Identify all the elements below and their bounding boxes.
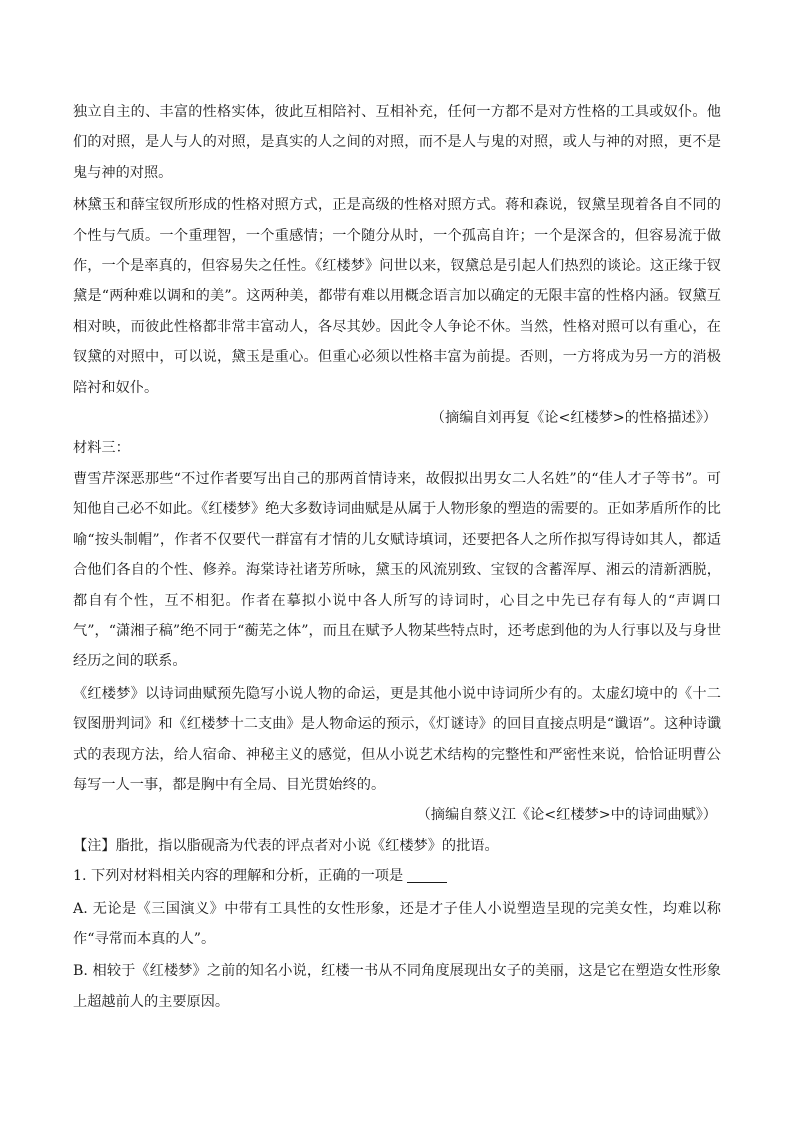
question-1-text: 1. 下列对材料相关内容的理解和分析，正确的一项是 [73, 868, 404, 885]
answer-blank [407, 868, 447, 883]
paragraph-1: 独立自主的、丰富的性格实体，彼此互相陪衬、互相补充，任何一方都不是对方性格的工具或奴仆。他们的对照，是人与人的对照，是真实的人之间的对照，而不是人与鬼的对照，或人与神的对照，更不是鬼与神的对照。 [73, 104, 721, 181]
option-a: A. 无论是《三国演义》中带有工具性的女性形象，还是才子佳人小说塑造呈现的完美女性，均难以称作“寻常而本真的人”。 [73, 900, 721, 947]
citation-material-2: （摘编自刘再复《论<红楼梦>的性格描述》） [430, 410, 717, 427]
note: 【注】脂批，指以脂砚斋为代表的评点者对小说《红楼梦》的批语。 [73, 837, 499, 854]
question-1 [73, 861, 721, 891]
material-3-heading: 材料三： [73, 440, 130, 457]
paragraph-2: 林黛玉和薛宝钗所形成的性格对照方式，正是高级的性格对照方式。蒋和森说，钗黛呈现着各自不同的个性与气质。一个重理智，一个重感情；一个随分从时，一个孤高自许；一个是深含的，但容易流于做作，一个是率真的，但容易失之任性。《红楼梦》问世以来，钗黛总是引起人们热烈的谈论。这正缘于钗黛是“两种难以调和的美”。这两种美，都带有难以用概念语言加以确定的无限丰富的性格内涵。钗黛互相对映，而彼此性格都非常丰富动人，各尽其妙。因此令人争论不休。当然，性格对照可以有重心，在钗黛的对照中，可以说，黛玉是重心。但重心必须以性格丰富为前提。否则，一方将成为另一方的消极陪衬和奴仆。 [73, 197, 721, 396]
citation-material-3: （摘编自蔡义江《论<红楼梦>中的诗词曲赋》） [416, 807, 717, 824]
paragraph-4: 《红楼梦》以诗词曲赋预先隐写小说人物的命运，更是其他小说中诗词所少有的。太虚幻境中的《十二钗图册判词》和《红楼梦十二支曲》是人物命运的预示，《灯谜诗》的回目直接点明是“谶语”。这种诗谶式的表现方法，给人宿命、神秘主义的感觉，但从小说艺术结构的完整性和严密性来说，恰恰证明曹公每写一人一事，都是胸中有全局、目光贯始终的。 [73, 685, 721, 793]
document-body [73, 97, 721, 1017]
option-b: B. 相较于《红楼梦》之前的知名小说，红楼一书从不同角度展现出女子的美丽，这是它在塑造女性形象上超越前人的主要原因。 [73, 963, 721, 1010]
paragraph-3: 曹雪芹深恶那些“不过作者要写出自己的那两首情诗来，故假拟出男女二人名姓”的“佳人才子等书”。可知他自己必不如此。《红楼梦》绝大多数诗词曲赋是从属于人物形象的塑造的需要的。正如茅盾所作的比喻“按头制帽”，作者不仅要代一群富有才情的儿女赋诗填词，还要把各人之所作拟写得诗如其人，都适合他们各自的个性、修养。海棠诗社诸芳所咏，黛玉的风流别致、宝钗的含蓄浑厚、湘云的清新洒脱，都自有个性，互不相犯。作者在摹拟小说中各人所写的诗词时，心目之中先已存有每人的“声调口气”，“潇湘子稿”绝不同于“蘅芜之体”，而且在赋予人物某些特点时，还考虑到他的为人行事以及与身世经历之间的联系。 [73, 470, 721, 670]
